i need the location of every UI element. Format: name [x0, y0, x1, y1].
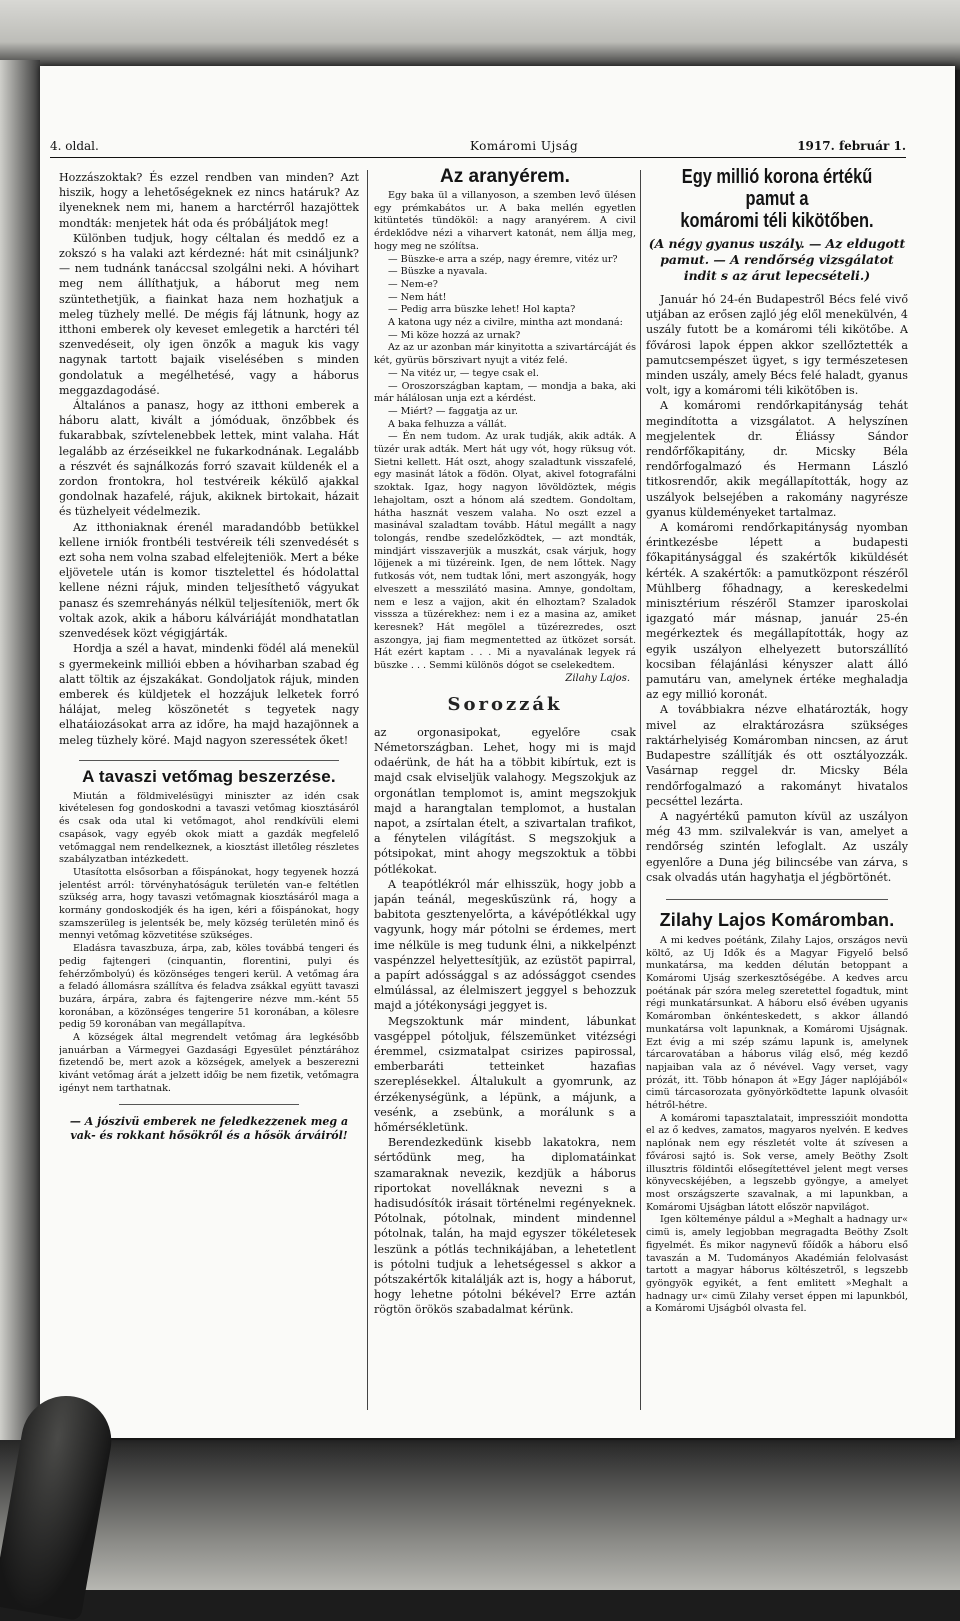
- headline-pamut-line1: Egy millió korona értékű pamut a: [681, 166, 873, 210]
- photo-background-bottom: [0, 1440, 960, 1590]
- page-number: 4. oldal.: [50, 139, 99, 153]
- article-paragraph: Megszoktunk már mindent, lábunkat vasgéppel pótoljuk, félszemünket vitézségi éremmel, csizmatalpat csirizes papirossal, emberbaráti tetteinket hazafias szereplésekkel. Általukult a gyomrunk, az érzékenységünk, a lépünk, a májunk, a vesénk, a zsebünk, a morálunk s a hőmérsékletünk.: [374, 1014, 636, 1134]
- headline-zilahy: Zilahy Lajos Komáromban.: [659, 909, 895, 930]
- dialogue-line: — Miért? — faggatja az ur.: [388, 405, 518, 417]
- dialogue-line: — Pedig arra büszke lehet! Hol kapta?: [388, 304, 576, 316]
- story-paragraph: Az az ur azonban már kinyitotta a szivartárcáját és két, gyürüs börszivart nyujt a vitéz felé.: [374, 342, 636, 367]
- dialogue-line: — Oroszországban kaptam, — mondja a baka, aki már hálálosan unja ezt a kérdést.: [374, 380, 636, 405]
- column-2: [374, 166, 636, 1411]
- article-divider: [666, 899, 888, 900]
- dialogue-line: — Nem-e?: [388, 278, 438, 290]
- headline-pamut-line2: komáromi téli kikötőben.: [680, 210, 874, 232]
- dialogue-line: — Büszke a nyavala.: [388, 266, 488, 278]
- article-paragraph: A nagyértékű pamuton kívül az uszályon még 43 mm. szilvalekvár is van, amelyet a rendőrség szintén lefoglalt. Az uszály egyenlőre a Duna jég bilincsébe van zárva, s csak olvadás után hagyhatja el jégbörtönét.: [646, 809, 908, 884]
- column-3: [646, 166, 908, 1411]
- photo-background-top: [0, 0, 960, 70]
- column-rule-2: [640, 170, 641, 1410]
- dialogue-line: — Mi köze hozzá az urnak?: [388, 329, 521, 341]
- dialogue-line: — Büszke-e arra a szép, nagy éremre, vitéz ur?: [388, 253, 618, 265]
- article-paragraph: Berendezkedünk kisebb lakatokra, nem sértődünk meg, ha diplomatáinkat szamaraknak nevezik, kezdjük a háborus riportokat novelláknak nevezni s a hadisudósítók irásait történelmi regényeknek. Pótolnak, pótolnak, mindent mindennel pótolnak, talán, ha majd egyszer tökéletesek leszünk a pótlás technikájában, a lehetetlent is pótolni tudjuk a lehetségessel s akkor a pótszakértők kitalálják azt is, hogy a háborut, hogy lehetne pótolni békével? Erre aztán rögtön örökös szabadalmat kérünk.: [374, 1136, 636, 1317]
- article-divider: [79, 760, 339, 761]
- story-paragraph: Egy baka ül a villanyoson, a szemben levő ülésen egy prémkabátos ur. A baka mellén egyetlen kitüntetés tündököl: a nagy aranyérem. A civil érdeklődve nézi a viharvert katonát, nem állja meg, hogy meg ne szólítsa.: [374, 190, 636, 252]
- masthead: Komáromi Ujság: [470, 139, 579, 153]
- article-paragraph: A teapótlékról már elhisszük, hogy jobb a japán teánál, megeskűszünk rá, hogy a babitota gesztenyelőrta, a kávépótlékkal ugy vagyunk, hogy már pótolni se érdemes, mert ime nélküle is meg tudunk élni, a nikkelpénzt vaspénzzel helyettesítjük, az ezüstöt papirral, a papírt adóssággal s az adóssággot csendes elmúlással, az élelmiszert jeggyel s behozzuk majd a jótékonysági jeggyet is.: [374, 877, 636, 1013]
- article-paragraph: Általános a panasz, hogy az itthoni emberek a háboru alatt, kivált a jómóduak, önzőbbek és fukarabbak, szívtelenebbek lettek, mint valaha. Hát legalább az érzéseikkel ne fukarkodnának. Legalább a részvét és sajnálkozás forró szavait küldenék el a zordon frontokra, hol testvéreik kékülő ajakkal gondolnak hazafelé, rájuk, akiknek birtokait, házait és tüzhelyeit védelmezik.: [59, 399, 359, 519]
- article-paragraph: A komáromi tapasztalatait, impresszióit mondotta el az ő kedves, zamatos, magyaros nyelvén. E kedves naplónak nem egy részletét volte át szívesen a fővárosi sajtó is. Sok verse, amely Beöthy Zsolt illusztris földintői elősegítettével jelent megt verses könyvecskéjében, a legszebb gyöngye, a amelyet most országszerte szavalnak, a mi lapunkban, a Komáromi Ujságban látott először napvilágot.: [646, 1112, 908, 1213]
- photo-background-left: [0, 60, 40, 1590]
- article-paragraph: Miután a földmivelésügyi miniszter az idén csak kivételesen fog gondoskodni a tavaszi vetőmag kiosztásáról és csak oda utal ki vetőmagot, ahol rendkívüli elemi csapások, vagy egyéb okok miatt a gazdák megfelelő vetőmaggal nem rendelkeznek, a kiosztást illetőleg részletes szabályzatban intézkedett.: [59, 790, 359, 866]
- column-rule-1: [367, 170, 368, 1410]
- article-paragraph: A továbbiakra nézve elhatározták, hogy mivel az elraktározásra szükséges raktárhelyiség Komáromban nincsen, az árut Budapestre szállítják és ott osztályozzák. Vasárnap reggel dr. Micsky Béla rendőrfogalmazó a rakományt hivatalos pecséttel lezárta.: [646, 703, 908, 808]
- article-paragraph: Hordja a szél a havat, mindenki födél alá menekül s gyermekeink milliói ebben a hóviharban szabad ég alatt töltik az éjszakákat. Gondoljatok rájuk, minden emberek és küldjetek el hozzájuk lelketek forró hálájat, meleg köszönetét s tegyetek nagy elhatáiozásokat arra az időre, ha majd hazajönnek a meleg tüzhely köré. Majd nagyon szeressétek őket!: [59, 642, 359, 747]
- article-paragraph: Utasította elsősorban a főispánokat, hogy tegyenek hozzá jelentést arról: törvényhatóságuk területén van-e feltétlen szükség arra, hogy tavaszi vetőmagnak kiosztásáról maga a kormány gondoskodjék és ha igen, kéri a főispánokat, hogy szamszerüleg is jelentsék be, mely község területén minő és mennyi vetőmag közvetitése szükséges.: [59, 866, 359, 942]
- dialogue-line: — Nem hát!: [388, 291, 447, 303]
- article-paragraph: Az itthoniaknak érenél maradandóbb betükkel kellene irniók frontbéli testvéreik téli szenvedését s ezt soha nem volna szabad elfelejteniök. Mert a béke eljövetele után is komor tisztelettel és hódolattal kellene nézni rájuk, minden teljesíthető vágyukat panasz és szemrehányás nélkül teljesíteniök, mert ők voltak azok, akik a háboru kálváriáját mondhatatlan szenvedések közt végigjárták.: [59, 520, 359, 641]
- article-paragraph: Hozzászoktak? És ezzel rendben van minden? Azt hiszik, hogy a lehetőségeknek ez nincs határuk? Az ilyeneknek nem mi, hanem a harctérről hazajöttek mondták: menjetek hát oda és próbáljátok meg!: [59, 171, 359, 230]
- article-paragraph: Január hó 24-én Budapestről Bécs felé vivő utjában az erősen zajló jég elől menekülvén, 4 uszály futott be a komáromi téli kikötőbe. A fővárosi lapok éppen akkor szellőztették a pamutcsempészet ügyet, s igy természetesen minden uszály, amely Bécs felé haladt, gyanus volt, igy a komáromi téli kikötőben is.: [646, 293, 908, 398]
- article-paragraph: az orgonasipokat, egyelőre csak Németországban. Lehet, hogy mi is majd odaérünk, de hát ha a többit kibírtuk, ezt is majd csak elviseljük valahogy. Megszokjuk az orgonátlan templomot is, amint megszokjuk majd a harangtalan templomot, a hustalan napot, a zsírtalan ételt, a szivartalan trafikot, a fénytelen világítást. S megszokjuk a pótsipokat, mint ahogy megszoktuk a többi pótlékokat.: [374, 725, 636, 876]
- story-paragraph: A baka felhuzza a vállát.: [388, 418, 507, 430]
- headline-vetomag: A tavaszi vetőmag beszerzése.: [82, 766, 336, 786]
- article-paragraph: Igen költeménye páldul a »Meghalt a hadnagy ur« cimü is, amely legjobban megragadta Beöthy Zsolt figyelmét. És mikor nagynevű főídők a háboru első tavaszán a M. Tudományos Akadémián felolvasást tartott a magyar háborus költészetről, s legszebb gyöngyök egyikét, a fent emlitett »Meghalt a hadnagy ur« cimü Zilahy verset éppen mi lapunkból, a Komáromi Ujságból olvasta fel.: [646, 1214, 908, 1315]
- article-paragraph: A komáromi rendőrkapitányság tehát megindította a vizsgálatot. A helyszínen megjelentek dr. Éliássy Sándor rendőrfőkapitány, dr. Micsky Béla rendőrfogalmazó és Hermann László titkosrendőr, akik megállapították, hogy az uszályok belsejében a rakomány nagyrésze gyanus küldeményeket tartalmaz.: [646, 399, 908, 519]
- headline-aranyerem: Az aranyérem.: [440, 166, 570, 187]
- article-paragraph: A komáromi rendőrkapitányság nyomban érintkezésbe lépett a budapesti főkapitánysággal és szakértők kiküldését kérték. A szakértők: a pamutközpont részéről Mühlberg főhadnagy, a kereskedelmi minisztérium részéről Stamzer iparoskolai igazgató már másnap, január 25-én megérkeztek és megállapították, hogy az egyik uszályon elhelyezett butorszállító kocsiban félajánlási kényszer alatt álló pamutáru van, amelynek értéke meghaladja az egy millió koronát.: [646, 521, 908, 702]
- article-paragraph: Eladásra tavaszbuza, árpa, zab, köles továbbá tengeri és pedig fajtengeri (cinquantin, florentini, pulyi és fehérzőmbolyú) és közönséges tengeri kerül. A vetőmag ára a feladó állomásra szállítva és feladva zsákkal együtt tavaszi buzára, árpára, zabra és fajtengerire nézve mm.-ként 55 koronában, a közönséges tengerire 51 koronában, a kölesre pedig 59 koronában van megállapítva.: [59, 943, 359, 1031]
- dialogue-line: — Na vitéz ur, — tegye csak el.: [388, 367, 539, 379]
- page-header: [50, 137, 906, 158]
- article-paragraph: A községek által megrendelt vetőmag ára legkésőbb januárban a Vármegyei Gazdasági Egyesület pénztárához fizetendő be, mert azok a községek, amelyek a beszerezni kivánt vetőmag árát a jelzett időig be nem fizetik, vetőmagra igényt nem tarthatnak.: [59, 1032, 359, 1094]
- headline-sorozzak: Sorozzák: [447, 693, 563, 715]
- story-paragraph: A katona ugy néz a civilre, mintha azt mondaná:: [388, 317, 623, 329]
- column-1: [59, 170, 359, 1410]
- article-paragraph: A mi kedves poétánk, Zilahy Lajos, országos nevü költő, az Uj Idők és a Magyar Figyelő belső munkatársa, ma kedden délután betoppant a Komáromi Ujság szerkesztőségébe. A kedves arcu poétának pár szóra meleg szeretettel fogadtuk, mint régi munkatársunkat. A háboru első évében ugyanis Komáromban önkénteskedett, s akkor állandó munkatársa volt lapunknak, a Komáromi Ujságnak. Ezt évig a mi szép számu lapunk is, amelynek tárcarovatában a háborus világ első, még kezdő napjaiban vala az ő névével. Vagy verset, vagy prózát, itt. Több hónapon át »Egy Jáger naplójából« cimü tárcasorozata gyönyörködtette lapunk olvasóit hétről-hétre.: [646, 934, 908, 1112]
- closing-appeal: — A jószivü emberek ne feledkezzenek meg a vak- és rokkant hősökről és a hősök árváiról!: [69, 1114, 349, 1142]
- story-paragraph: — Én nem tudom. Az urak tudják, akik adták. A tüzér urak adták. Mert hát ugy vót, hogy rüksug vót. Sietni kellett. Hát oszt, ahogy szaladtunk visszafelé, egy masinát látok a födön. Olyat, akivel fotografálni szoktak. Igaz, hogy nagyon lövöldöztek, mégis lehajoltam, oszt a hónom alá szedtem. Gondoltam, hátha hasznát veszem valaha. No oszt ezzel a masinával szaladtam tovább. Hátul megállt a nagy tolongás, rendbe szedelőzködtek, — azt mondták, mindjárt visszaverjük a muszkát, csak várjuk, hogy löjjenek a mi tüzéreink. Igen, de nem lőttek. Nagy futkosás vót, nem tudtak lőni, mert aszongyák, hogy elveszett a messzilátó masina. Amnye, gondoltam, nem e lesz a vajjon, akit én elhoztam? Szaladok visssza a tüzérekhez: nem i ez a masina az, amiket keresnek? Hát megölel a tüzérezredes, oszt aszongya, jaj fiam megmentetted az ütközet sorsát. Hát ezért kaptam . . . Mi a nyavalának legyek rá büszke . . . Semmi különös dógot se cselekedtem.: [374, 431, 636, 672]
- article-divider: [119, 1104, 299, 1105]
- author-signature: Zilahy Lajos.: [565, 672, 630, 684]
- subheadline-pamut: (A négy gyanus uszály. — Az eldugott pamut. — A rendőrség vizsgálatot indit s az árut lepecsételi.): [648, 236, 906, 283]
- article-paragraph: Különben tudjuk, hogy céltalan és meddő ez a zokszó s ha valaki azt kérdezné: hát mit csináljunk? — nem tudnánk tanáccsal szolgálni neki. A hóvihart meg nem állíthatjuk, a háborut meg nem szüntethetjük, a fiainkat haza nem hozhatjuk a meleg tüzhely mellé. De mégis fáj látnunk, hogy az itthoni emberek oly keveset emlegetik a harctéri tél szenvedéseit, oly igen önzők a maguk kis vagy nagynak tartott bajaik viselésében s minden gondolatuk a megélhetésé, vagy a háborus meggazdagodásé.: [59, 231, 359, 397]
- issue-date: 1917. február 1.: [797, 139, 906, 153]
